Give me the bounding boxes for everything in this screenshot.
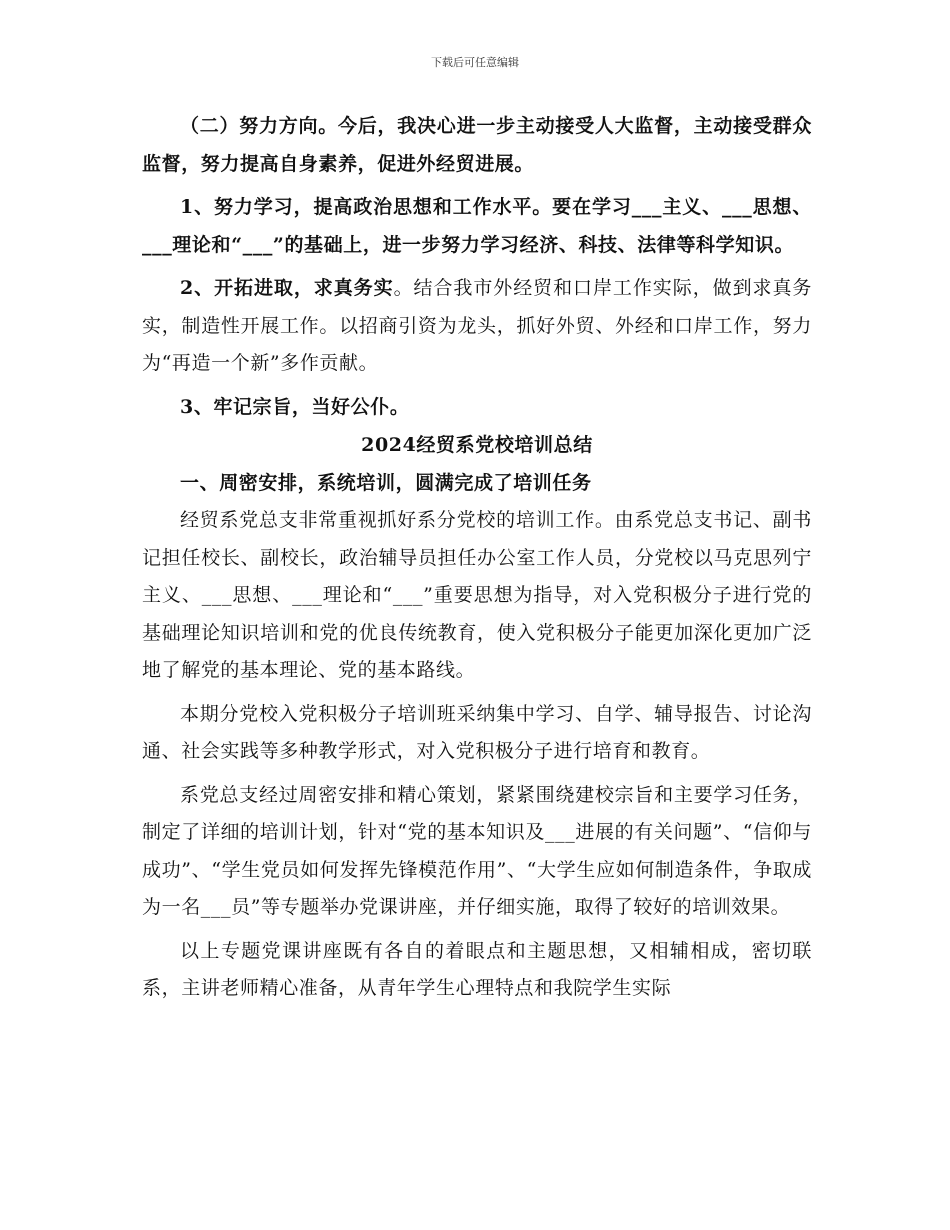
section-heading-1: 一、周密安排，系统培训，圆满完成了培训任务 (180, 471, 592, 494)
paragraph-pioneer-heading: 2、开拓进取，求真务实 (180, 277, 394, 299)
page-header-note: 下载后可任意编辑 (431, 56, 519, 69)
document-body (142, 108, 812, 1008)
paragraph-purpose: 3、牢记宗旨，当好公仆。 (180, 395, 410, 418)
paragraph-lectures: 以上专题党课讲座既有各自的着眼点和主题思想，又相辅相成，密切联系，主讲老师精心准备，从青年学生心理特点和我院学生实际 (142, 939, 812, 999)
paragraph-teaching-forms: 本期分党校入党积极分子培训班采纳集中学习、自学、辅导报告、讨论沟通、社会实践等多种教学形式，对入党积极分子进行培育和教育。 (142, 702, 812, 762)
paragraph-pioneer-text: 。结合我市外经贸和口岸工作实际，做到求真务实，制造性开展工作。以招商引资为龙头，抓好外贸、外经和口岸工作，努力为“再造一个新”多作贡献。 (142, 277, 812, 374)
paragraph-training-plan: 系党总支经过周密安排和精心策划，紧紧围绕建校宗旨和主要学习任务，制定了详细的培训计划，针对“党的基本知识及___进展的有关问题”、“信仰与成功”、“学生党员如何发挥先锋模范作用”、“大学生应如何制造条件，争取成为一名___员”等专题举办党课讲座，并仔细实施，取得了较好的培训效果。 (142, 783, 812, 918)
paragraph-pioneer (142, 270, 812, 383)
paragraph-direction: （二）努力方向。今后，我决心进一步主动接受人大监督，主动接受群众监督，努力提高自身素养，促进外经贸进展。 (142, 115, 812, 175)
document-title: 2024经贸系党校培训总结 (361, 434, 593, 456)
paragraph-training-work: 经贸系党总支非常重视抓好系分党校的培训工作。由系党总支书记、副书记担任校长、副校长，政治辅导员担任办公室工作人员，分党校以马克思列宁主义、___思想、___理论和“___”重要思想为指导，对入党积极分子进行党的基础理论知识培训和党的优良传统教育，使入党积极分子能更加深化更加广泛地了解党的基本理论、党的基本路线。 (142, 509, 812, 681)
paragraph-study: 1、努力学习，提高政治思想和工作水平。要在学习___主义、___思想、___理论和“___”的基础上，进一步努力学习经济、科技、法律等科学知识。 (142, 196, 812, 256)
